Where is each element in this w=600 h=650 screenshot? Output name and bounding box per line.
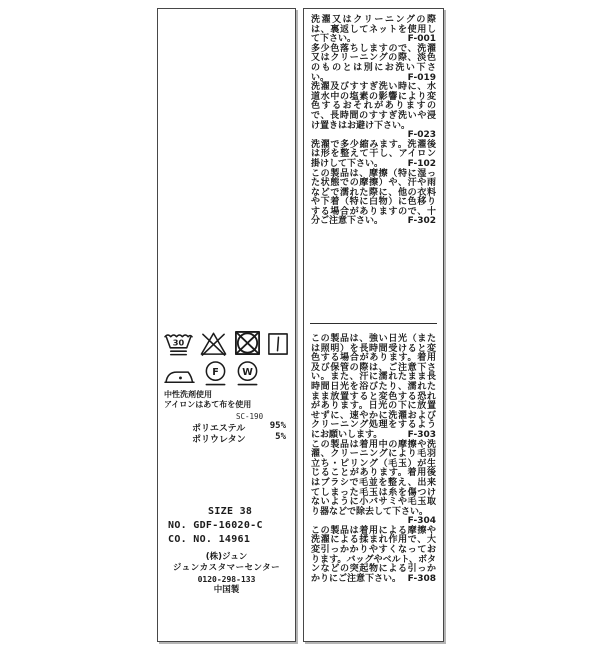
care-symbols-row-1: [163, 329, 290, 357]
care-label-left-panel: [157, 8, 296, 642]
care-note-code: F-304: [407, 516, 436, 527]
care-note-text: 多少色落ちしますので、洗濯又はクリーニングの際、淡色のものとは別にお洗い下さい。: [311, 43, 436, 83]
company-number: CO. NO. 14961: [168, 534, 251, 545]
no-tumble-dry-icon: [233, 329, 262, 357]
care-note: [311, 527, 436, 585]
care-note-text: この製品は着用中の摩擦や洗濯、クリーニングにより毛羽立ち・ピリング（毛玉）が生じることがあります。着用後はブラシで毛並を整え、出来てしまった毛玉は糸を傷つけないように小バサミや毛玉取り器などで除去して下さい。: [311, 439, 436, 517]
wash-30-very-gentle-icon: [163, 329, 194, 357]
material-name: ポリエステル: [192, 424, 246, 434]
product-number: NO. GDF-16020-C: [168, 520, 263, 531]
detergent-note: 中性洗剤使用: [164, 390, 212, 399]
customer-center-name: ジュンカスタマーセンター: [172, 563, 281, 573]
care-note: [311, 170, 436, 228]
care-note-text: 洗濯で多少縮みます。洗濯後は形を整えて干し、アイロン掛けして下さい。: [311, 139, 436, 169]
svg-text:F: F: [212, 366, 219, 378]
material-percent: 5%: [275, 432, 286, 442]
care-note-text: この製品は、強い日光（または照明）を長時間受けると変色する場合があります。着用及び保管の際は、ご注意下さい。また、汗に濡れたまま長時間日光を浴びたり、濡れたまま放置すると変色する恐れがあります。日光の下に放置せずに、速やかに洗濯およびクリーニング処理をするようにお願いします。: [311, 334, 436, 440]
line-dry-icon: [266, 331, 290, 357]
care-note: [311, 45, 436, 83]
country-of-origin: 中国製: [213, 585, 240, 595]
svg-text:W: W: [242, 366, 253, 378]
care-instructions-block-1: [311, 16, 436, 227]
care-note-code: F-308: [407, 573, 436, 584]
care-note-code: F-019: [407, 72, 436, 83]
care-note-text: この製品は着用による摩擦や洗濯による揉まれ作用で、大変引っかかりやすくなっております。バッグやベルト、ボタンなどの突起物による引っかかりにご注意下さい。: [311, 525, 436, 584]
care-note: [311, 335, 436, 441]
care-note: [311, 141, 436, 170]
care-note-code: F-023: [407, 130, 436, 141]
care-note-code: F-302: [407, 216, 436, 227]
care-symbols-row-2: [163, 360, 260, 388]
no-bleach-icon: [198, 329, 229, 357]
material-name: ポリウレタン: [192, 435, 246, 445]
care-note: [311, 441, 436, 527]
care-note-text: 洗濯又はクリーニングの際は、裏返してネットを使用して下さい。: [311, 15, 436, 45]
iron-low-icon: [163, 362, 196, 388]
care-instructions-block-2: [311, 335, 436, 584]
material-row: [192, 432, 286, 445]
care-note: [311, 83, 436, 141]
iron-cloth-note: アイロンはあて布を使用: [164, 400, 252, 409]
material-percent: 95%: [269, 421, 286, 431]
dryclean-petroleum-gentle-icon: [203, 360, 228, 388]
svg-text:30: 30: [172, 337, 185, 348]
care-note-code: F-001: [407, 34, 436, 45]
care-note: [311, 16, 436, 45]
care-note-text: この製品は、摩擦（特に湿った状態での摩擦）や、汗や雨などで濡れた際に、他の衣料や下着（特に白物）に色移りする場合がありますので、十分ご注意下さい。: [311, 168, 436, 227]
care-note-code: F-303: [407, 429, 436, 440]
panel-divider: [310, 323, 437, 324]
wet-clean-gentle-icon: [235, 360, 260, 388]
size-label: SIZE 38: [208, 506, 253, 517]
customer-center-phone: 0120-298-133: [197, 575, 256, 584]
care-label-right-panel: [303, 8, 444, 642]
care-note-code: F-102: [407, 158, 436, 169]
care-note-text: 洗濯及びすすぎ洗い時に、水道水中の塩素の影響により変色するおそれがありますので、長時間のすすぎ洗いや浸け置きはお避け下さい。: [311, 82, 436, 131]
sc-code: SC-190: [236, 412, 264, 421]
maker-name: (株)ジュン: [205, 552, 248, 562]
